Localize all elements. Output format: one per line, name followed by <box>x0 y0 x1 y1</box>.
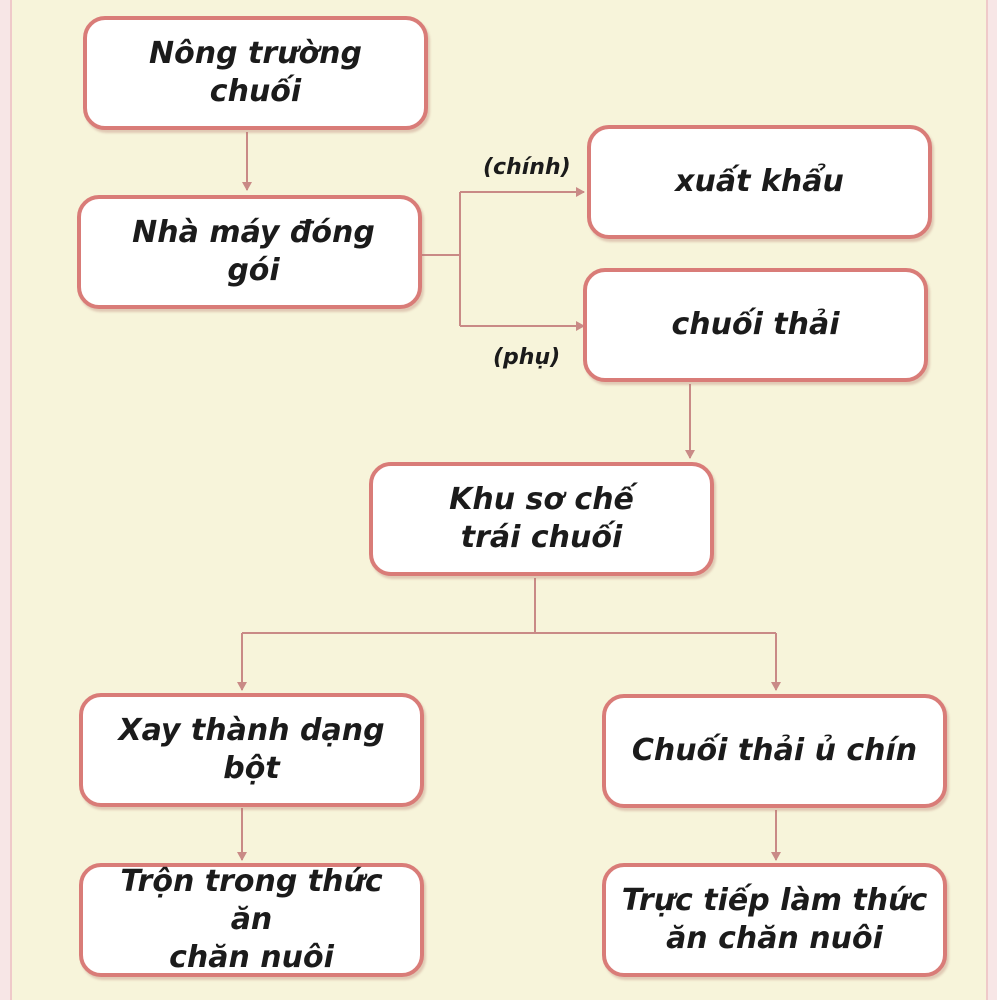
node-mix-feed: Trộn trong thức ăn chăn nuôi <box>79 863 424 977</box>
node-packing-plant: Nhà máy đóng gói <box>77 195 422 309</box>
node-farm: Nông trường chuối <box>83 16 428 130</box>
node-waste-banana: chuối thải <box>583 268 928 382</box>
node-direct-feed: Trực tiếp làm thức ăn chăn nuôi <box>602 863 947 977</box>
edge-label-main: (chính) <box>483 155 571 180</box>
edge-label-secondary: (phụ) <box>493 345 561 370</box>
node-processing-area: Khu sơ chế trái chuối <box>369 462 714 576</box>
node-export: xuất khẩu <box>587 125 932 239</box>
node-grind-powder: Xay thành dạng bột <box>79 693 424 807</box>
node-ripen-waste: Chuối thải ủ chín <box>602 694 947 808</box>
